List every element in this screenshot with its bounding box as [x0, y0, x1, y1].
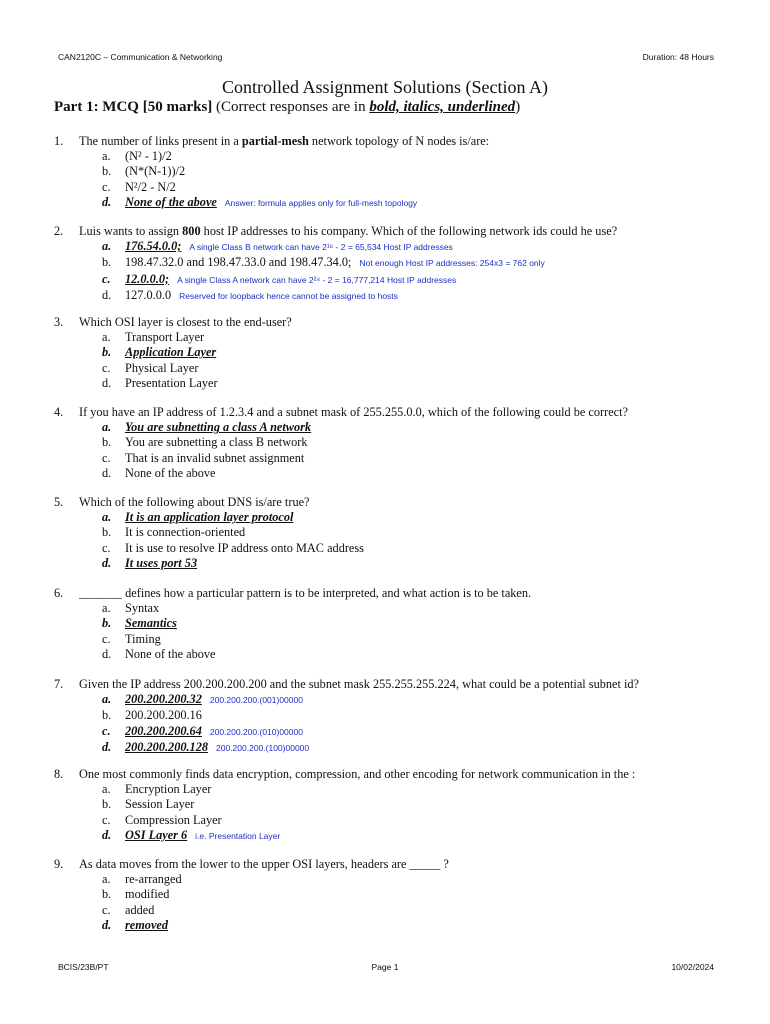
question-text: Given the IP address 200.200.200.200 and the subnet mask 255.255.255.224, what could be a potential subnet id?	[79, 677, 639, 691]
option-letter: a.	[102, 510, 112, 525]
option-letter: c.	[102, 271, 111, 286]
part-paren-open: (	[212, 99, 222, 115]
option-text: Physical Layer	[125, 360, 199, 375]
option-d	[54, 556, 734, 571]
option-text: Encryption Layer	[125, 782, 212, 797]
option-a	[54, 692, 734, 708]
option-letter: c.	[102, 360, 111, 375]
correct-answer: Semantics	[125, 616, 177, 631]
option-a	[54, 330, 734, 345]
option-letter: d.	[102, 646, 112, 661]
option-d	[54, 918, 734, 933]
option-letter: d.	[102, 194, 112, 209]
option-b	[54, 797, 734, 812]
option-letter: c.	[102, 902, 111, 917]
option-c	[54, 632, 734, 647]
option-text: added	[125, 902, 155, 917]
option-letter: a.	[102, 149, 111, 164]
option-c	[54, 724, 734, 740]
option-d	[54, 195, 734, 211]
option-b	[54, 616, 734, 631]
footer-date: 10/02/2024	[671, 962, 714, 972]
option-letter: b.	[102, 616, 112, 631]
question-number: 9.	[54, 857, 64, 871]
question-stem	[54, 224, 734, 239]
header-course: CAN2120C – Communication & Networking	[58, 52, 223, 62]
question-stem	[54, 495, 734, 510]
option-text: Syntax	[125, 601, 160, 616]
answer-note: 200.200.200.(100)00000	[216, 742, 310, 753]
question-text: Luis wants to assign	[79, 224, 183, 238]
question-number: 8.	[54, 767, 64, 781]
option-a	[54, 782, 734, 797]
question-5	[54, 495, 734, 571]
option-a	[54, 420, 734, 435]
part-label: Part 1: MCQ [50 marks]	[54, 99, 213, 115]
part-emph: bold, italics, underlined	[369, 99, 516, 115]
option-letter: c.	[102, 723, 111, 738]
option-text: 200.200.200.16	[125, 708, 202, 723]
question-text: As data moves from the lower to the upper OSI layers, headers are _____ ?	[79, 857, 449, 871]
question-8	[54, 767, 734, 844]
question-text: One most commonly finds data encryption, compression, and other encoding for network communication in the :	[79, 767, 636, 781]
question-stem	[54, 677, 734, 692]
question-2	[54, 224, 734, 304]
option-letter: a.	[102, 239, 112, 254]
correct-answer: removed	[125, 917, 169, 932]
option-letter: c.	[102, 540, 111, 555]
option-b	[54, 255, 734, 271]
answer-note: 200.200.200.(010)00000	[209, 726, 303, 737]
part-heading	[54, 99, 520, 116]
part-paren-close: )	[515, 99, 521, 115]
option-c	[54, 541, 734, 556]
question-stem	[54, 134, 734, 149]
question-number: 7.	[54, 677, 64, 691]
correct-answer: You are subnetting a class A network	[125, 420, 312, 435]
option-text: It is use to resolve IP address onto MAC address	[125, 540, 364, 555]
option-d	[54, 376, 734, 391]
option-text: modified	[125, 887, 170, 902]
question-3	[54, 315, 734, 391]
option-letter: d.	[102, 287, 112, 302]
option-letter: a.	[102, 330, 111, 345]
correct-answer: None of the above	[125, 194, 217, 209]
option-letter: b.	[102, 255, 112, 270]
question-text: partial-mesh	[241, 134, 309, 148]
answer-note: Not enough Host IP addresses: 254x3 = 762 only	[359, 258, 545, 269]
option-letter: d.	[102, 465, 112, 480]
question-number: 5.	[54, 495, 64, 509]
question-text: If you have an IP address of 1.2.3.4 and a subnet mask of 255.255.0.0, which of the following could be correct?	[79, 405, 629, 419]
footer-page: Page 1	[371, 962, 399, 972]
question-number: 1.	[54, 134, 64, 148]
option-letter: d.	[102, 917, 112, 932]
question-stem	[54, 586, 734, 601]
question-stem	[54, 767, 734, 782]
header-duration: Duration: 48 Hours	[642, 52, 714, 62]
question-stem	[54, 315, 734, 330]
option-letter: d.	[102, 739, 112, 754]
option-a	[54, 239, 734, 255]
question-text: The number of links present in a	[79, 134, 242, 148]
option-letter: a.	[102, 872, 111, 887]
option-a	[54, 872, 734, 887]
option-letter: b.	[102, 164, 112, 179]
question-text: Which OSI layer is closest to the end-user?	[79, 315, 292, 329]
question-9	[54, 857, 734, 933]
option-a	[54, 510, 734, 525]
question-stem	[54, 857, 734, 872]
answer-note: Answer: formula applies only for full-mesh topology	[224, 197, 418, 208]
option-b	[54, 345, 734, 360]
correct-answer: 200.200.200.128	[125, 739, 209, 754]
question-text: 800	[182, 224, 201, 238]
option-c	[54, 903, 734, 918]
option-text: Compression Layer	[125, 812, 222, 827]
option-text: N²/2 - N/2	[125, 179, 176, 194]
option-text: 198.47.32.0 and 198.47.33.0 and 198.47.34.0;	[125, 255, 352, 270]
option-letter: a.	[102, 692, 112, 707]
option-letter: c.	[102, 450, 111, 465]
option-b	[54, 708, 734, 723]
option-letter: c.	[102, 179, 111, 194]
option-letter: a.	[102, 420, 112, 435]
answer-note: 200.200.200.(001)00000	[209, 695, 303, 706]
option-text: (N² - 1)/2	[125, 149, 172, 164]
question-1	[54, 134, 734, 211]
option-letter: b.	[102, 887, 112, 902]
correct-answer: 12.0.0.0;	[125, 271, 170, 286]
option-letter: c.	[102, 631, 111, 646]
option-b	[54, 887, 734, 902]
option-letter: b.	[102, 708, 112, 723]
option-d	[54, 288, 734, 304]
answer-note: A single Class A network can have 2²⁴ - 2 = 16,777,214 Host IP addresses	[177, 274, 457, 285]
part-intro: Correct responses are in	[221, 99, 370, 115]
footer-code: BCIS/23B/PT	[58, 962, 109, 972]
option-text: You are subnetting a class B network	[125, 435, 308, 450]
question-text: network topology of N nodes is/are:	[308, 134, 490, 148]
option-text: It is connection-oriented	[125, 525, 246, 540]
page-title: Controlled Assignment Solutions (Section A)	[221, 77, 548, 97]
question-text: host IP addresses to his company. Which of the following network ids could he use?	[200, 224, 618, 238]
option-c	[54, 272, 734, 288]
option-text: None of the above	[125, 646, 216, 661]
option-text: That is an invalid subnet assignment	[125, 450, 305, 465]
option-letter: b.	[102, 797, 112, 812]
correct-answer: 200.200.200.64	[125, 723, 202, 738]
option-text: None of the above	[125, 465, 216, 480]
option-a	[54, 601, 734, 616]
option-letter: b.	[102, 525, 112, 540]
option-letter: b.	[102, 435, 112, 450]
correct-answer: 200.200.200.32	[125, 692, 202, 707]
question-4	[54, 405, 734, 481]
option-text: (N*(N-1))/2	[125, 164, 186, 179]
correct-answer: 176.54.0.0;	[125, 239, 182, 254]
option-letter: b.	[102, 345, 112, 360]
option-b	[54, 435, 734, 450]
option-b	[54, 164, 734, 179]
question-number: 6.	[54, 586, 64, 600]
answer-note: Reserved for loopback hence cannot be assigned to hosts	[179, 290, 398, 301]
option-c	[54, 451, 734, 466]
question-6	[54, 586, 734, 662]
answer-note: A single Class B network can have 2¹⁶ - 2 = 65,534 Host IP addresses	[189, 242, 453, 253]
option-b	[54, 525, 734, 540]
option-letter: c.	[102, 812, 111, 827]
question-number: 4.	[54, 405, 64, 419]
answer-note: i.e. Presentation Layer	[195, 830, 281, 841]
question-number: 2.	[54, 224, 64, 238]
option-letter: d.	[102, 827, 112, 842]
option-text: Transport Layer	[125, 330, 205, 345]
option-c	[54, 180, 734, 195]
question-text: Which of the following about DNS is/are true?	[79, 495, 310, 509]
option-d	[54, 828, 734, 844]
option-letter: d.	[102, 555, 112, 570]
option-text: Timing	[125, 631, 161, 646]
question-7	[54, 677, 734, 756]
correct-answer: OSI Layer 6	[125, 827, 188, 842]
option-text: 127.0.0.0	[125, 287, 172, 302]
question-number: 3.	[54, 315, 64, 329]
option-text: Presentation Layer	[125, 375, 218, 390]
correct-answer: Application Layer	[125, 345, 217, 360]
option-c	[54, 361, 734, 376]
option-d	[54, 647, 734, 662]
option-letter: a.	[102, 782, 111, 797]
option-c	[54, 813, 734, 828]
option-d	[54, 740, 734, 756]
option-text: Session Layer	[125, 797, 195, 812]
option-a	[54, 149, 734, 164]
option-d	[54, 466, 734, 481]
option-letter: d.	[102, 375, 112, 390]
correct-answer: It is an application layer protocol	[125, 510, 294, 525]
option-letter: a.	[102, 601, 111, 616]
option-text: re-arranged	[125, 872, 182, 887]
question-stem	[54, 405, 734, 420]
correct-answer: It uses port 53	[125, 555, 198, 570]
question-text: _______ defines how a particular pattern is to be interpreted, and what action is to be taken.	[79, 586, 532, 600]
